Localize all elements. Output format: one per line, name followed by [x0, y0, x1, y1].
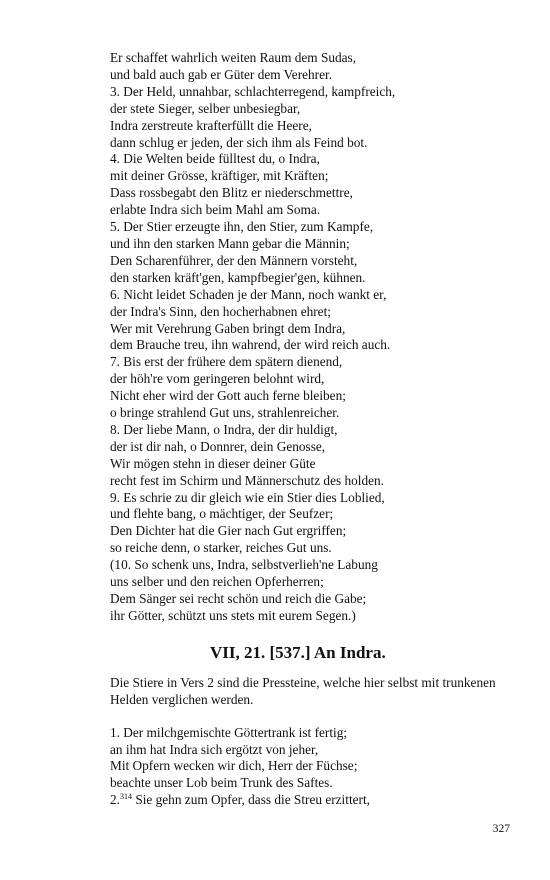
- verse-block-1: [110, 50, 520, 625]
- verse-line: der Indra's Sinn, den hocherhabnen ehret;: [110, 303, 331, 319]
- verse-line: 5. Der Stier erzeugte ihn, den Stier, zum Kampfe,: [110, 219, 374, 235]
- verse-line: 1. Der milchgemischte Göttertrank ist fertig;: [110, 724, 348, 740]
- verse-line: (10. So schenk uns, Indra, selbstverlieh'ne Labung: [110, 557, 378, 573]
- verse-line: Indra zerstreute krafterfüllt die Heere,: [110, 117, 312, 133]
- verse-line: dem Brauche treu, ihn wahrend, der wird reich auch.: [110, 337, 391, 353]
- verse-line: mit deiner Grösse, kräftiger, mit Kräften;: [110, 168, 329, 184]
- verse-line: der ist dir nah, o Donnrer, dein Genosse,: [110, 438, 326, 454]
- verse-line: recht fest im Schirm und Männerschutz des holden.: [110, 472, 384, 488]
- verse-line: ihr Götter, schützt uns stets mit eurem Segen.): [110, 607, 356, 623]
- verse-line: 3. Der Held, unnahbar, schlachterregend, kampfreich,: [110, 83, 396, 99]
- verse-line: Den Dichter hat die Gier nach Gut ergriffen;: [110, 523, 347, 539]
- section-title: VII, 21. [537.] An Indra.: [210, 642, 386, 662]
- verse-line: und ihn den starken Mann gebar die Männin;: [110, 235, 350, 251]
- verse-line: erlabte Indra sich beim Mahl am Soma.: [110, 202, 321, 218]
- verse-line: und bald auch gab er Güter dem Verehrer.: [110, 66, 333, 82]
- verse-line: der höh're vom geringeren belohnt wird,: [110, 371, 325, 387]
- verse-line: Nicht eher wird der Gott auch ferne bleiben;: [110, 388, 346, 404]
- verse-line: Wer mit Verehrung Gaben bringt dem Indra,: [110, 320, 346, 336]
- verse-line: Dem Sänger sei recht schön und reich die Gabe;: [110, 591, 367, 606]
- text-column: [110, 50, 520, 809]
- verse-line: der stete Sieger, selber unbesiegbar,: [110, 100, 301, 116]
- section-intro: Die Stiere in Vers 2 sind die Pressteine, welche hier selbst mit trunkenen Helden verglichen werden.: [110, 674, 496, 707]
- verse-line-with-footnote: [110, 792, 520, 809]
- verse-line: so reiche denn, o starker, reiches Gut uns.: [110, 540, 332, 556]
- footnote-marker[interactable]: 314: [119, 792, 132, 802]
- verse-line: Wir mögen stehn in dieser deiner Güte: [110, 455, 316, 471]
- verse-number: 2.: [110, 792, 120, 808]
- verse-line: Er schaffet wahrlich weiten Raum dem Sudas,: [110, 50, 357, 65]
- page-number: 327: [492, 823, 510, 835]
- verse-block-2: [110, 725, 520, 810]
- verse-line: den starken kräft'gen, kampfbegier'gen, kühnen.: [110, 269, 366, 285]
- verse-line: 7. Bis erst der frühere dem spätern dienend,: [110, 354, 343, 370]
- verse-text: Sie gehn zum Opfer, dass die Streu erzittert,: [135, 792, 370, 808]
- verse-line: und flehte bang, o mächtiger, der Seufzer;: [110, 506, 334, 522]
- verse-line: o bringe strahlend Gut uns, strahlenreicher.: [110, 405, 340, 421]
- verse-line: Mit Opfern wecken wir dich, Herr der Füchse;: [110, 758, 358, 774]
- verse-line: 4. Die Welten beide fülltest du, o Indra,: [110, 151, 320, 167]
- verse-line: 8. Der liebe Mann, o Indra, der dir huldigt,: [110, 421, 338, 437]
- verse-line: dann schlug er jeden, der sich ihm als Feind bot.: [110, 134, 368, 150]
- verse-line: 9. Es schrie zu dir gleich wie ein Stier dies Loblied,: [110, 489, 385, 505]
- verse-line: Dass rossbegabt den Blitz er niederschmettre,: [110, 185, 353, 201]
- verse-line: an ihm hat Indra sich ergötzt von jeher,: [110, 741, 319, 757]
- verse-line: Den Scharenführer, der den Männern vorsteht,: [110, 252, 358, 268]
- verse-line: beachte unser Lob beim Trunk des Saftes.: [110, 775, 333, 791]
- verse-line: uns selber und den reichen Opferherren;: [110, 574, 324, 590]
- verse-line: 6. Nicht leidet Schaden je der Mann, noch wankt er,: [110, 286, 387, 302]
